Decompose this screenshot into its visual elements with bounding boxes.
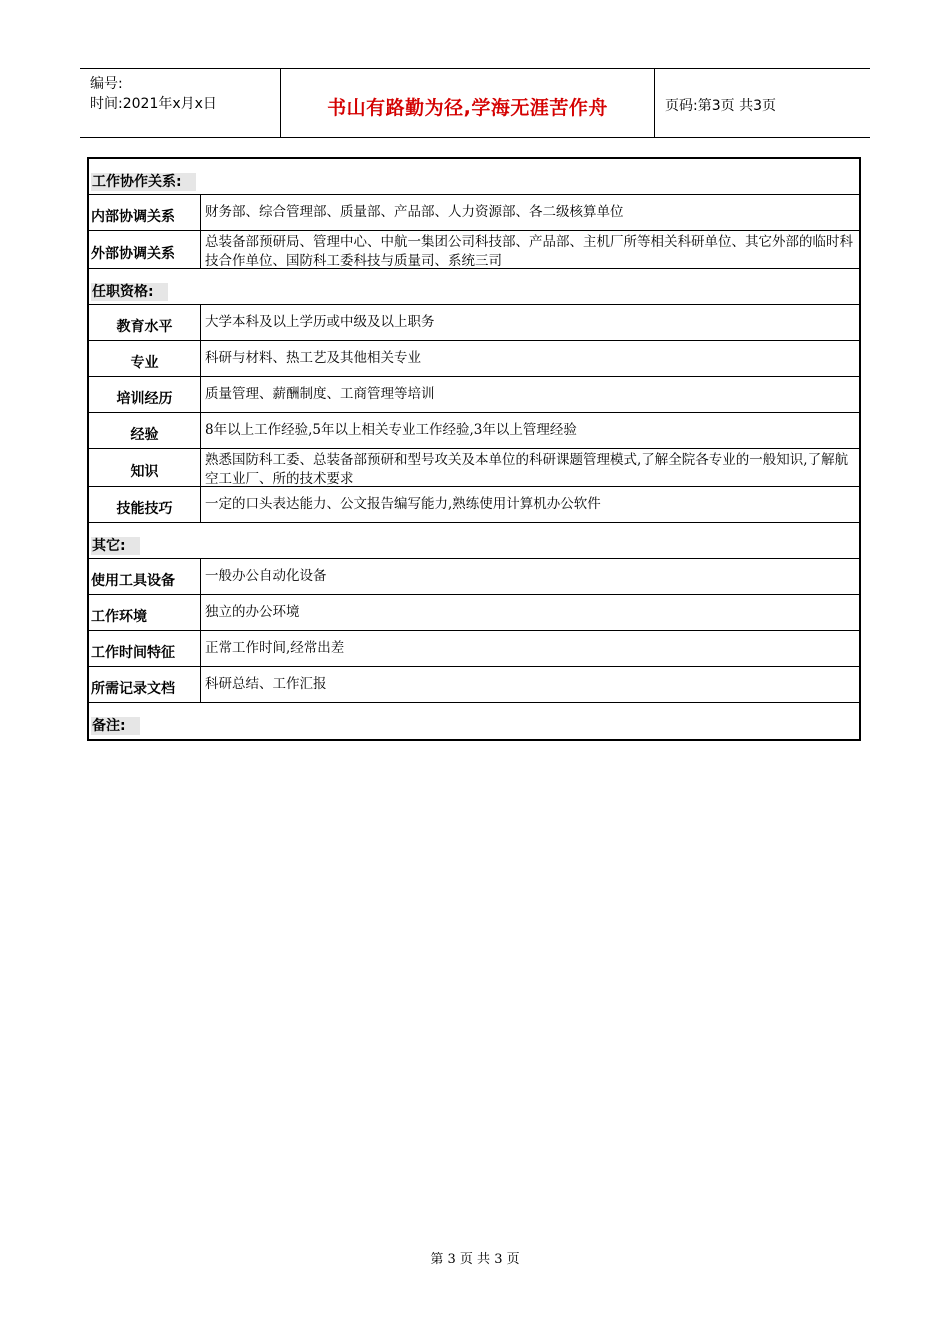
row-label: 工作时间特征 [89, 631, 201, 666]
row-value: 科研与材料、热工艺及其他相关专业 [205, 350, 421, 366]
job-description-table [87, 157, 861, 741]
header-info-cell [80, 69, 281, 137]
row-value: 科研总结、工作汇报 [205, 676, 327, 692]
row-label: 外部协调关系 [89, 231, 201, 268]
section-collab [89, 159, 859, 195]
table-row [89, 559, 859, 595]
row-label: 内部协调关系 [89, 195, 201, 230]
row-value: 独立的办公环境 [205, 604, 300, 620]
row-label: 专业 [89, 341, 201, 376]
row-value: 财务部、综合管理部、质量部、产品部、人力资源部、各二级核算单位 [205, 204, 624, 220]
section-title: 工作协作关系: [91, 173, 196, 191]
header-page-cell [655, 69, 870, 137]
section-title: 备注: [91, 717, 140, 735]
row-label: 培训经历 [89, 377, 201, 412]
doc-number-label: 编号: [90, 76, 123, 92]
header-page-number: 页码:第3页 共3页 [665, 98, 776, 114]
table-row [89, 487, 859, 523]
section-notes [89, 703, 859, 739]
section-other [89, 523, 859, 559]
table-row [89, 341, 859, 377]
section-qual [89, 269, 859, 305]
row-label: 工作环境 [89, 595, 201, 630]
row-value: 一定的口头表达能力、公文报告编写能力,熟练使用计算机办公软件 [205, 496, 601, 512]
row-value: 8年以上工作经验,5年以上相关专业工作经验,3年以上管理经验 [205, 422, 577, 438]
table-row [89, 631, 859, 667]
row-label: 使用工具设备 [89, 559, 201, 594]
page-footer: 第 3 页 共 3 页 [430, 1252, 520, 1267]
table-row [89, 231, 859, 269]
row-value: 总装备部预研局、管理中心、中航一集团公司科技部、产品部、主机厂所等相关科研单位、其它外部的临时科技合作单位、国防科工委科技与质量司、系统三司 [205, 234, 853, 269]
row-label: 经验 [89, 413, 201, 448]
table-row [89, 595, 859, 631]
row-value: 一般办公自动化设备 [205, 568, 327, 584]
header-motto: 书山有路勤为径,学海无涯苦作舟 [327, 97, 608, 119]
doc-date-label: 时间:2021年x月x日 [90, 96, 217, 112]
page-header [80, 68, 870, 138]
row-value: 大学本科及以上学历或中级及以上职务 [205, 314, 435, 330]
row-value: 熟悉国防科工委、总装备部预研和型号攻关及本单位的科研课题管理模式,了解全院各专业的一般知识,了解航空工业厂、所的技术要求 [205, 452, 849, 487]
row-label: 所需记录文档 [89, 667, 201, 702]
row-value: 质量管理、薪酬制度、工商管理等培训 [205, 386, 435, 402]
table-row [89, 305, 859, 341]
section-title: 其它: [91, 537, 140, 555]
row-label: 教育水平 [89, 305, 201, 340]
table-row [89, 377, 859, 413]
section-title: 任职资格: [91, 283, 168, 301]
row-label: 知识 [89, 449, 201, 486]
table-row [89, 667, 859, 703]
row-value: 正常工作时间,经常出差 [205, 640, 345, 656]
table-row [89, 413, 859, 449]
row-label: 技能技巧 [89, 487, 201, 522]
table-row [89, 195, 859, 231]
header-motto-cell [281, 69, 655, 137]
table-row [89, 449, 859, 487]
